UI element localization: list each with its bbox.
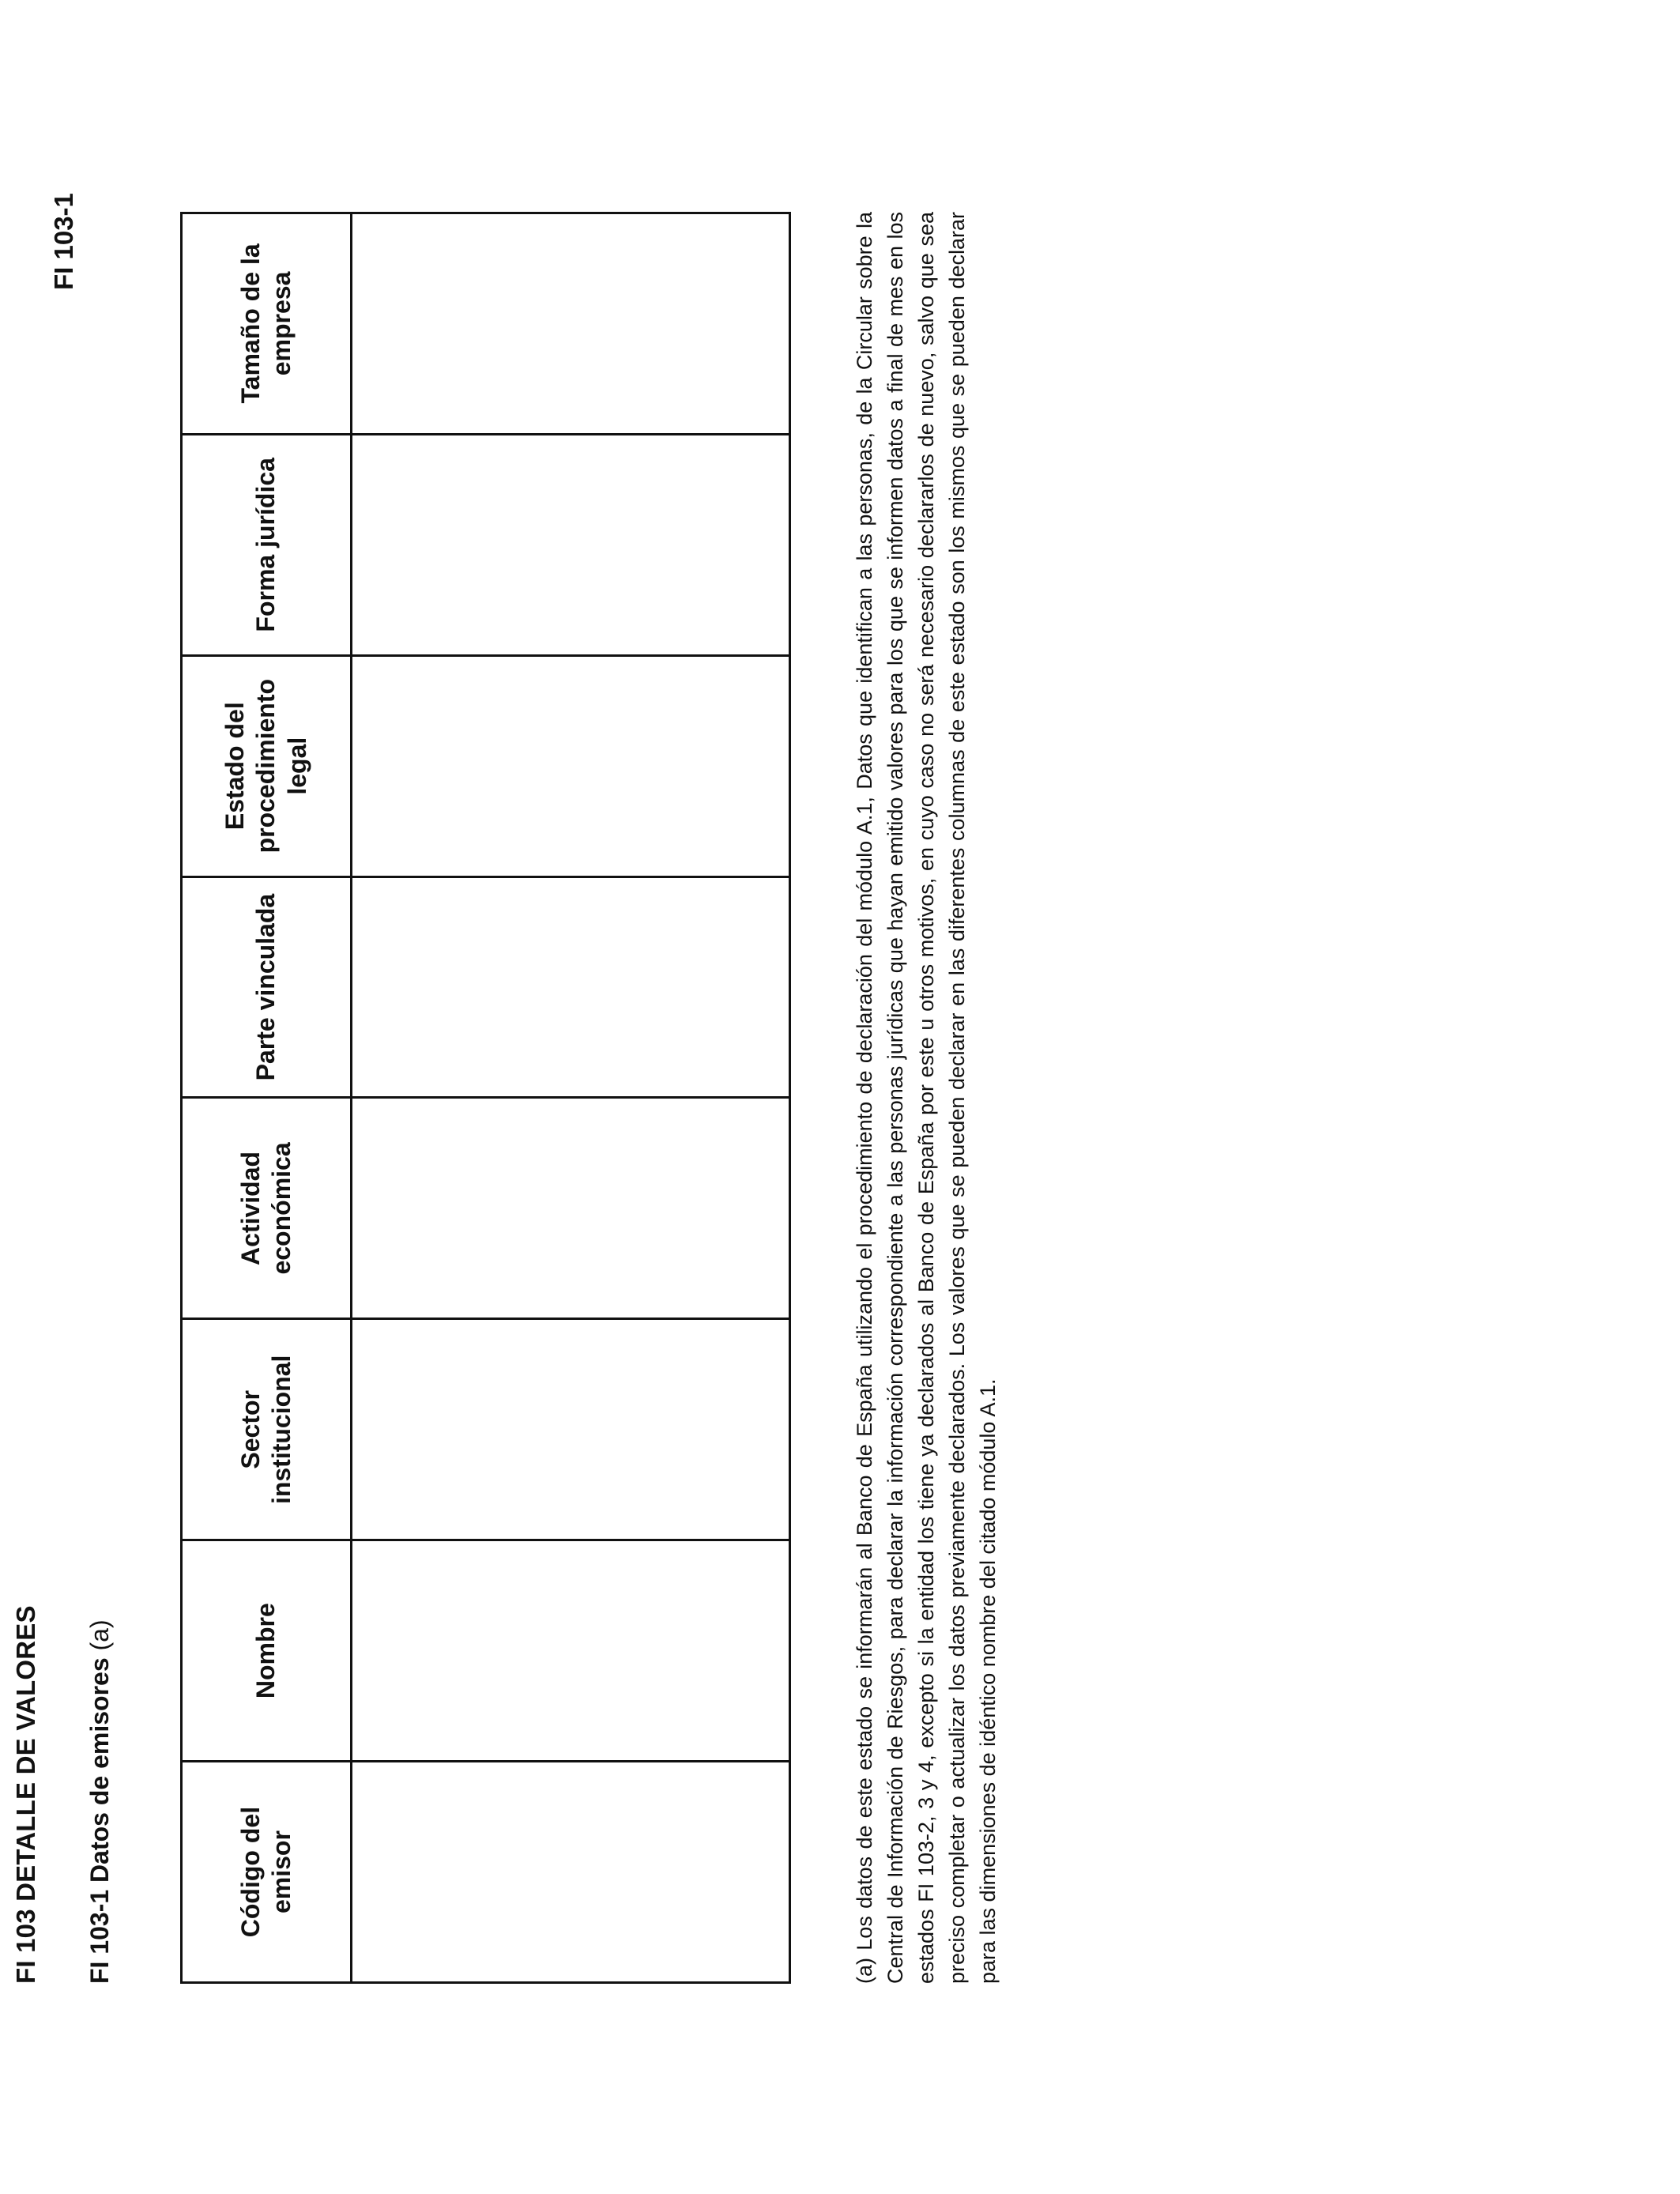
table-cell-forma-juridica [352, 434, 790, 655]
section-subtitle [85, 1619, 115, 1984]
table-cell-sector-institucional [352, 1319, 790, 1540]
column-header-sector-institucional: Sector institucional [182, 1319, 352, 1540]
table-cell-estado-procedimiento-legal [352, 655, 790, 876]
table-header-row [182, 213, 352, 1983]
table-cell-tamano-empresa [352, 213, 790, 435]
table-cell-codigo-emisor [352, 1762, 790, 1983]
section-subtitle-text: FI 103-1 Datos de emisores [85, 1657, 114, 1984]
column-header-forma-juridica: Forma jurídica [182, 434, 352, 655]
column-header-tamano-empresa: Tamaño de la empresa [182, 213, 352, 435]
page-code: FI 103-1 [49, 193, 78, 290]
column-header-actividad-economica: Actividad económica [182, 1098, 352, 1319]
document-title: FI 103 DETALLE DE VALORES [11, 1605, 40, 1984]
column-header-codigo-emisor: Código del emisor [182, 1762, 352, 1983]
column-header-estado-procedimiento-legal: Estado del procedimiento legal [182, 655, 352, 876]
footnote-text: (a) Los datos de este estado se informarán al Banco de España utilizando el procedimiento de declaración del módulo A.1, Datos que identifican a las personas, de la Circular sobre la Central de Información de Riesgos, para declarar la información correspondiente a las personas jurídicas que hayan emitido valores para los que se informen datos a final de mes en los estados FI 103-2, 3 y 4, excepto si la entidad los tiene ya declarados al Banco de España por este u otros motivos, en cuyo caso no será necesario declararlos de nuevo, salvo que sea preciso completar o actualizar los datos previamente declarados. Los valores que se pueden declarar en las diferentes columnas de este estado son los mismos que se pueden declarar para las dimensiones de idéntico nombre del citado módulo A.1. [853, 212, 1000, 1984]
issuers-data-table [180, 212, 791, 1984]
column-header-nombre: Nombre [182, 1540, 352, 1762]
table-cell-nombre [352, 1540, 790, 1762]
table-row [352, 213, 790, 1983]
column-header-parte-vinculada: Parte vinculada [182, 876, 352, 1098]
footnote-reference: (a) [85, 1619, 114, 1651]
table-cell-parte-vinculada [352, 876, 790, 1098]
table-cell-actividad-economica [352, 1098, 790, 1319]
